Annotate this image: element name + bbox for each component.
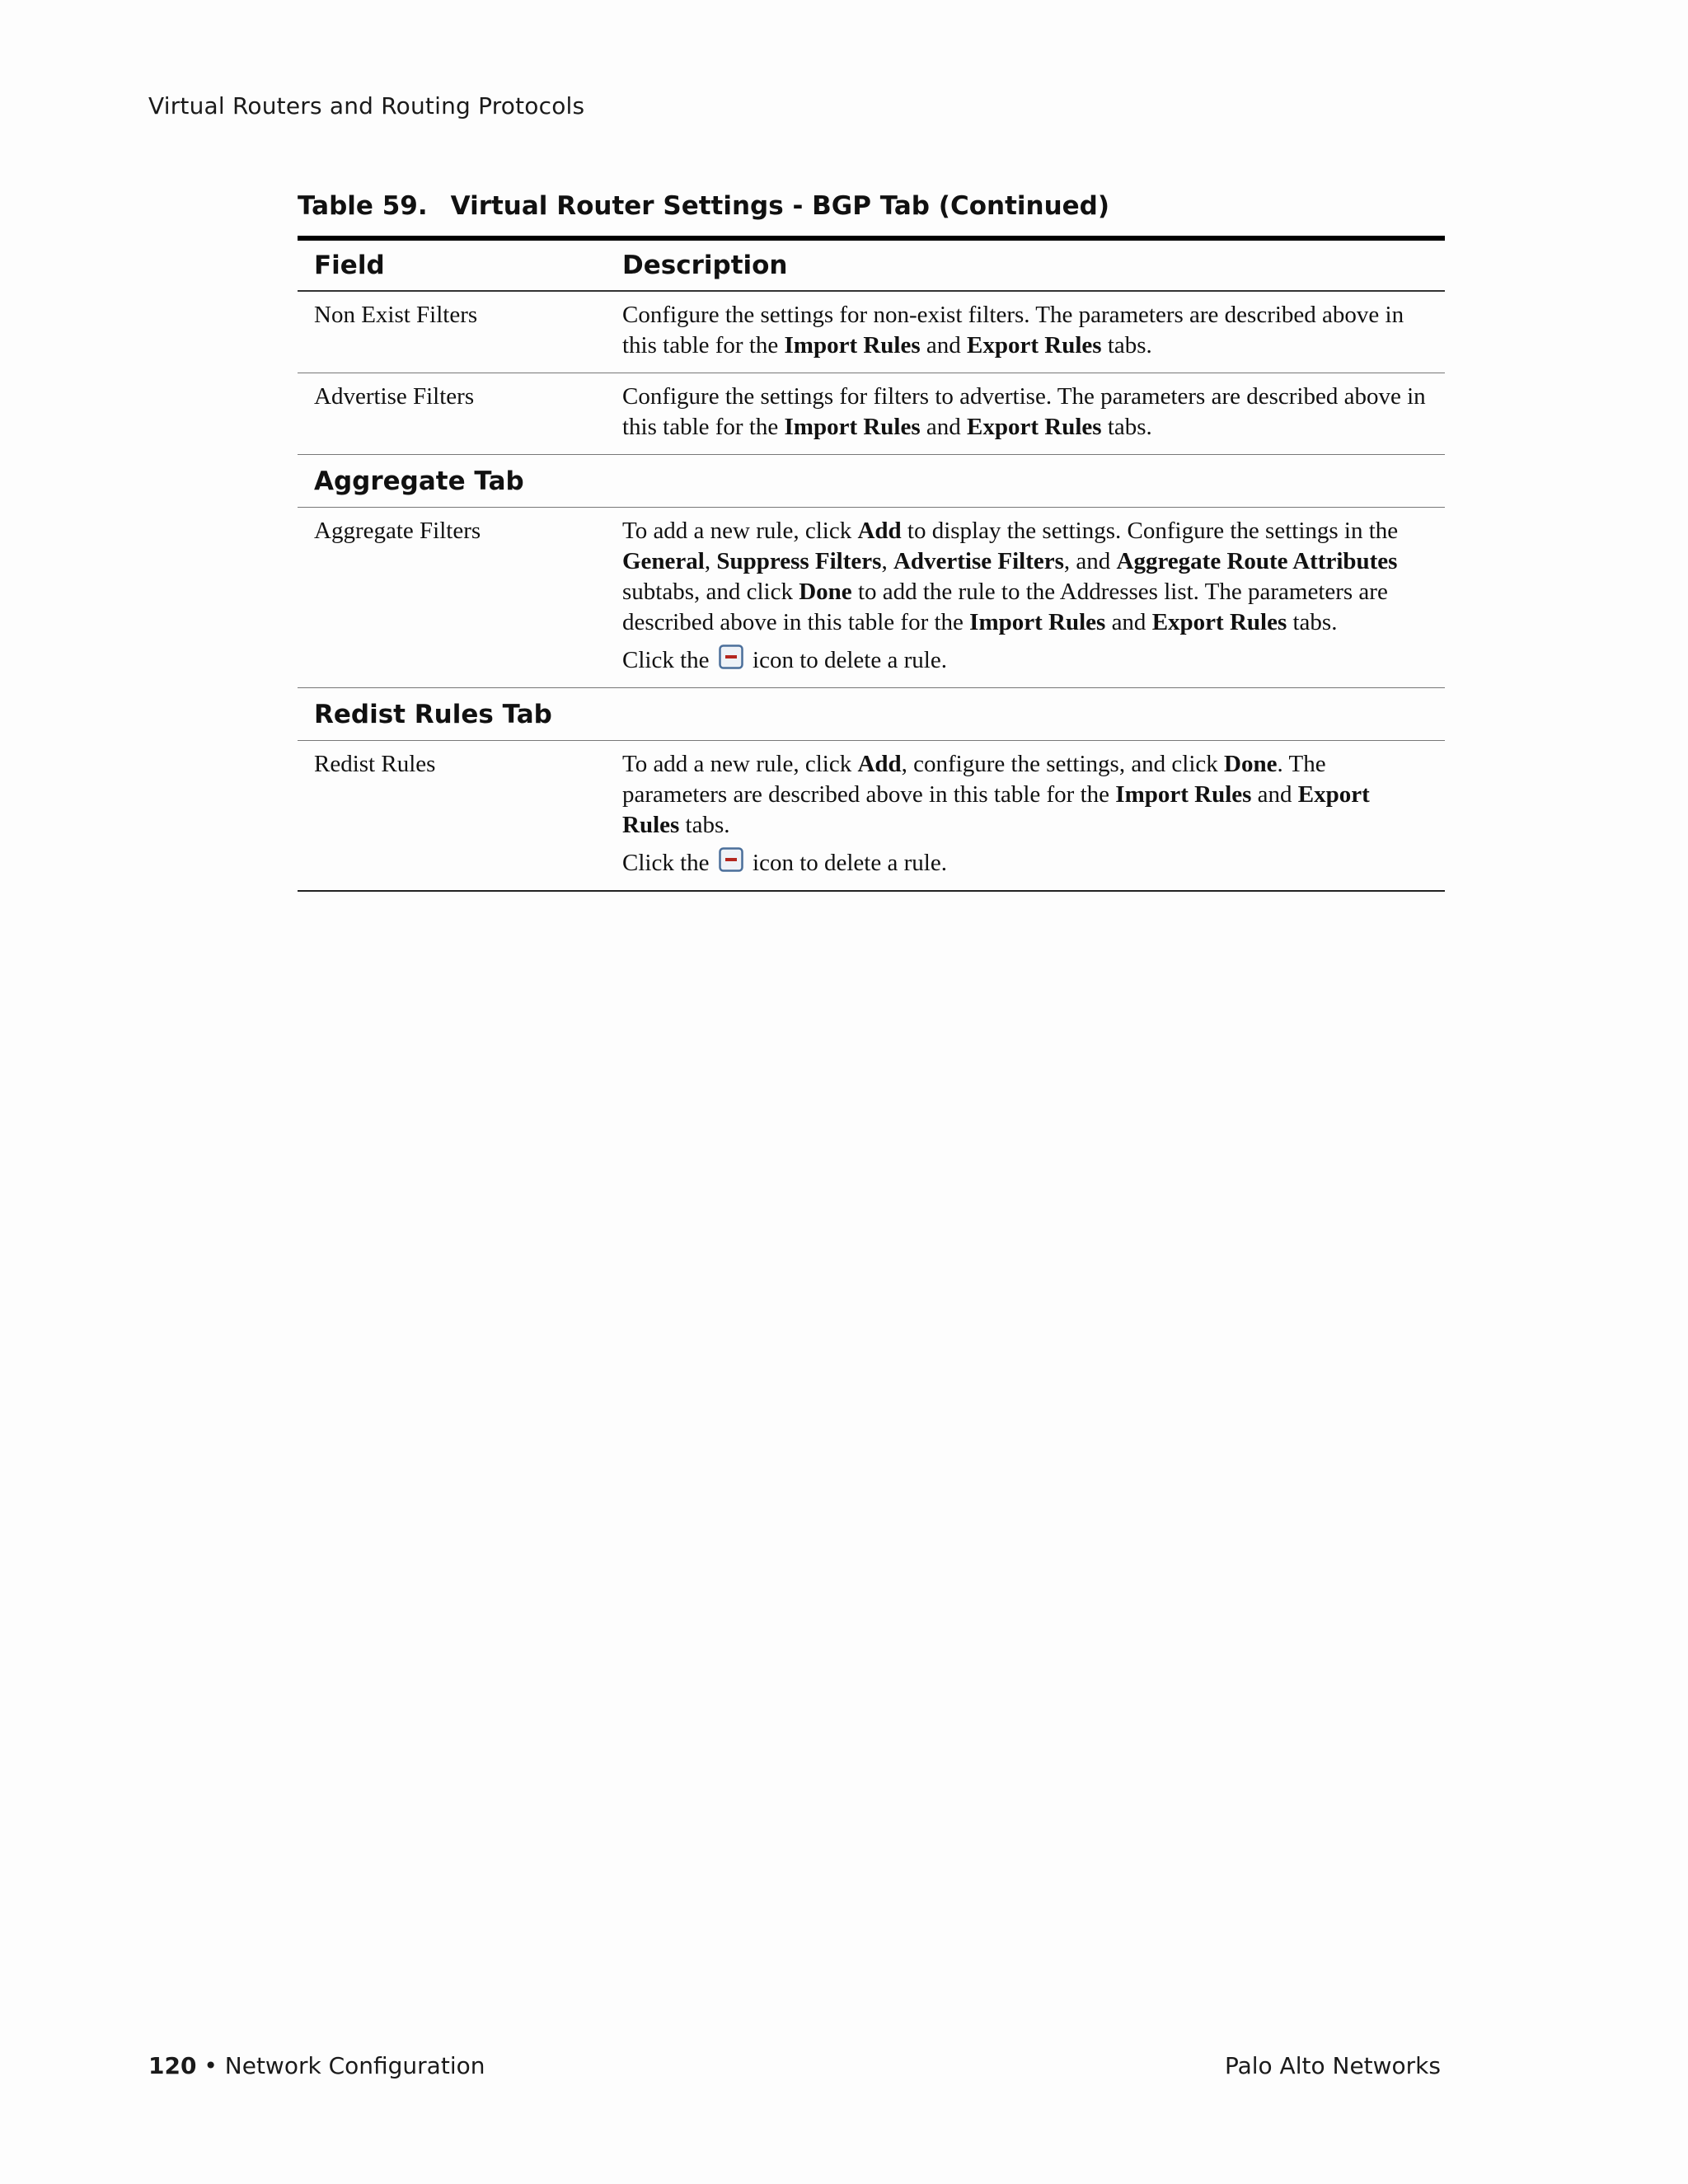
page-number: 120 [148,2052,197,2079]
desc-bold: Add [857,518,902,544]
desc-bold: Done [799,579,852,605]
bgp-settings-table [298,236,1445,892]
desc-text: tabs. [1101,332,1152,359]
minus-square-icon [719,847,743,872]
section-title-redist-rules-tab: Redist Rules Tab [298,688,1445,741]
description-redist-rules [606,741,1445,892]
section-title-aggregate-tab: Aggregate Tab [298,455,1445,508]
desc-text: and [920,332,968,359]
desc-text: and [1251,781,1298,808]
table-header-row [298,238,1445,291]
desc-text: and [1105,609,1152,635]
footer-company: Palo Alto Networks [1224,2052,1441,2079]
desc-bold: Done [1224,751,1278,777]
desc-text: tabs. [679,812,730,838]
desc-bold: Import Rules [969,609,1106,635]
desc-bold: Export Rules [967,414,1102,440]
table-row [298,508,1445,688]
field-non-exist-filters: Non Exist Filters [298,291,606,373]
desc-text: Click the [622,850,710,876]
desc-bold: Add [857,751,902,777]
desc-text: Configure the settings for non-exist filters. The parameters are described above in this table for the [622,302,1404,359]
desc-text: tabs. [1101,414,1152,440]
desc-paragraph [622,516,1427,638]
desc-text: and [920,414,968,440]
description-non-exist-filters [606,291,1445,373]
table-caption-title: Virtual Router Settings - BGP Tab (Continued) [450,191,1110,221]
desc-bold: Import Rules [784,332,921,359]
desc-text: To add a new rule, click [622,751,858,777]
delete-instruction [622,644,1427,676]
desc-text: , [704,548,717,574]
desc-bold: Advertise Filters [893,548,1064,574]
desc-bold: Export Rules [967,332,1102,359]
table-row [298,373,1445,455]
table-row [298,741,1445,892]
field-aggregate-filters: Aggregate Filters [298,508,606,688]
section-row-redist [298,688,1445,741]
desc-text: tabs. [1287,609,1338,635]
desc-bold: Import Rules [784,414,921,440]
desc-bold: Suppress Filters [716,548,882,574]
section-row-aggregate [298,455,1445,508]
desc-text: to display the settings. Configure the settings in the [901,518,1399,544]
column-header-field: Field [298,238,606,291]
field-redist-rules: Redist Rules [314,751,436,777]
desc-bold: Aggregate Route Attributes [1116,548,1398,574]
desc-text: . The parameters are described above in this table for the [622,751,1326,808]
footer-section: Network Configuration [224,2052,485,2079]
desc-text: To add a new rule, click [622,518,858,544]
desc-text: , and [1063,548,1117,574]
desc-text: , [881,548,893,574]
column-header-description: Description [606,238,1445,291]
desc-text: icon to delete a rule. [753,850,947,876]
desc-text: , configure the settings, and click [901,751,1225,777]
desc-text: icon to delete a rule. [753,647,947,673]
desc-text: to add the rule to the Addresses list. The parameters are described above in this table for the [622,579,1388,635]
desc-text: subtabs, and click [622,579,799,605]
minus-square-icon [719,644,743,669]
desc-bold: Import Rules [1115,781,1252,808]
description-aggregate-filters [606,508,1445,688]
table-row [298,291,1445,373]
desc-bold: General [622,548,705,574]
table-caption-number: Table 59. [298,191,428,221]
table-caption [298,191,1445,221]
footer-bullet: • [196,2052,225,2079]
field-advertise-filters: Advertise Filters [298,373,606,455]
desc-text: Click the [622,647,710,673]
desc-text: Configure the settings for filters to advertise. The parameters are described above in this table for the [622,383,1426,440]
desc-bold: Export Rules [1151,609,1287,635]
description-advertise-filters [606,373,1445,455]
settings-table-container [298,191,1445,892]
delete-instruction [622,847,1427,879]
running-header: Virtual Routers and Routing Protocols [148,92,585,120]
desc-bold: Export Rules [622,781,1370,838]
footer-page-info [148,2052,485,2079]
desc-paragraph [622,749,1427,841]
